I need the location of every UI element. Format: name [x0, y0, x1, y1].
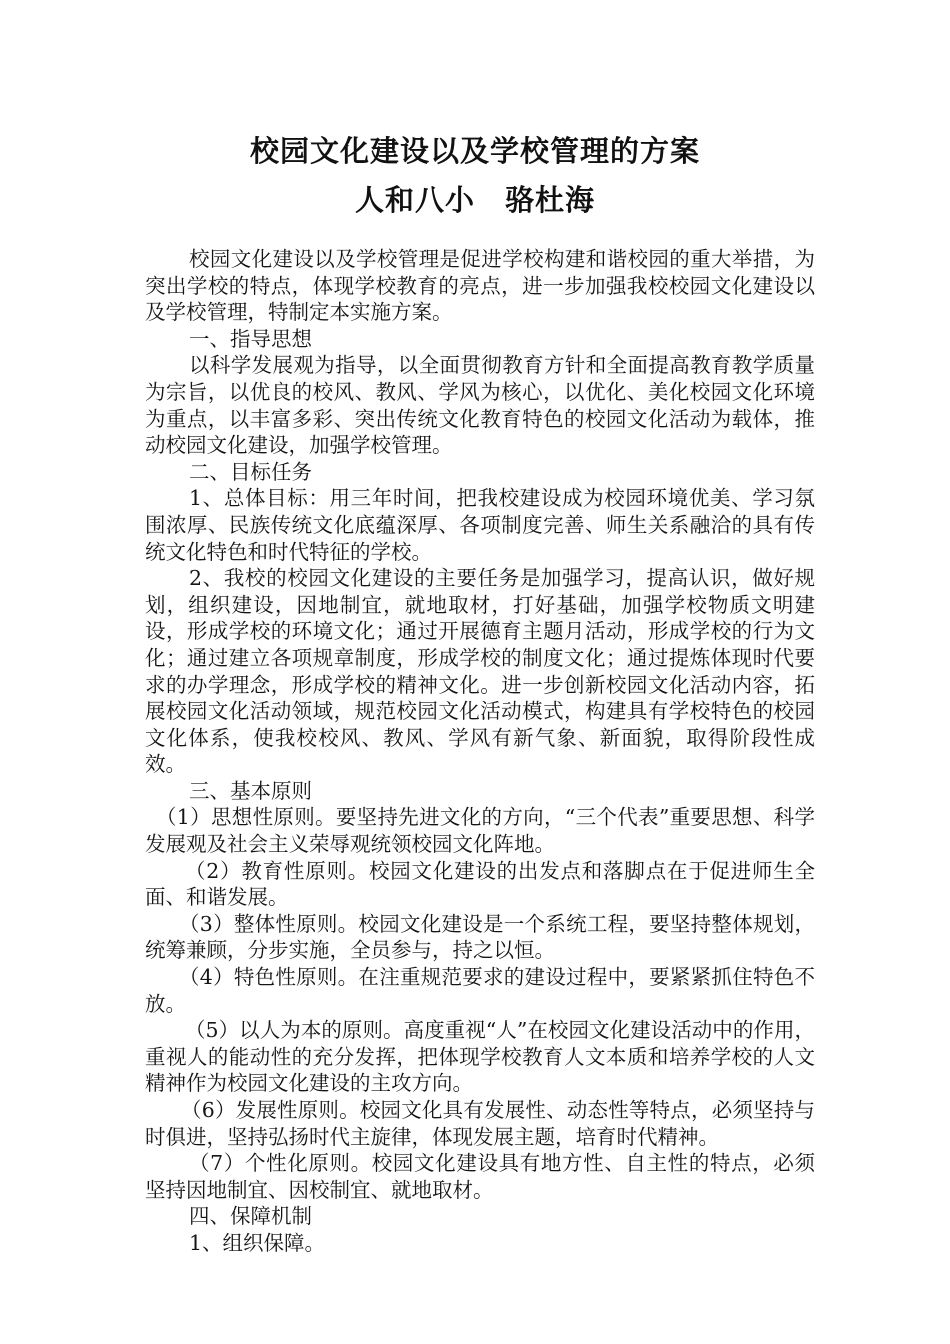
- principle-item: （1）思想性原则。要坚持先进文化的方向，“三个代表”重要思想、科学发展观及社会主义荣辱观统领校园文化阵地。: [145, 805, 815, 857]
- section-heading-safeguards: 四、保障机制: [189, 1204, 312, 1229]
- intro-paragraph: 校园文化建设以及学校管理是促进学校构建和谐校园的重大举措，为突出学校的特点，体现学校教育的亮点，进一步加强我校校园文化建设以及学校管理，特制定本实施方案。: [145, 247, 815, 325]
- goals-paragraph-1: 1、总体目标：用三年时间，把我校建设成为校园环境优美、学习氛围浓厚、民族传统文化底蕴深厚、各项制度完善、师生关系融洽的具有传统文化特色和时代特征的学校。: [145, 486, 815, 564]
- document-body: [145, 246, 815, 1257]
- principle-item: （6）发展性原则。校园文化具有发展性、动态性等特点，必须坚持与时俱进，坚持弘扬时代主旋律，体现发展主题，培育时代精神。: [145, 1098, 815, 1149]
- safeguard-item: 1、组织保障。: [189, 1230, 326, 1255]
- principle-item: （3）整体性原则。校园文化建设是一个系统工程，要坚持整体规划，统筹兼顾，分步实施，全员参与，持之以恒。: [145, 911, 815, 963]
- section-heading-goals: 二、目标任务: [189, 459, 312, 484]
- principle-item: （4）特色性原则。在注重规范要求的建设过程中，要紧紧抓住特色不放。: [145, 965, 815, 1016]
- principle-item: （5）以人为本的原则。高度重视“人”在校园文化建设活动中的作用，重视人的能动性的充分发挥，把体现学校教育人文本质和培养学校的人文精神作为校园文化建设的主攻方向。: [145, 1018, 815, 1096]
- author-line: 人和八小 骆杜海: [354, 183, 595, 217]
- section-heading-principles: 三、基本原则: [189, 778, 312, 803]
- principle-item: （7）个性化原则。校园文化建设具有地方性、自主性的特点，必须坚持因地制宜、因校制宜、就地取材。: [145, 1151, 815, 1202]
- principle-item: （2）教育性原则。校园文化建设的出发点和落脚点在于促进师生全面、和谐发展。: [145, 858, 815, 910]
- guiding-ideology-paragraph: 以科学发展观为指导，以全面贯彻教育方针和全面提高教育教学质量为宗旨，以优良的校风、教风、学风为核心，以优化、美化校园文化环境为重点，以丰富多彩、突出传统文化教育特色的校园文化活动为载体，推动校园文化建设，加强学校管理。: [145, 353, 815, 458]
- goals-paragraph-2: 2、我校的校园文化建设的主要任务是加强学习，提高认识，做好规划，组织建设，因地制宜，就地取材，打好基础，加强学校物质文明建设，形成学校的环境文化；通过开展德育主题月活动，形成学校的行为文化；通过建立各项规章制度，形成学校的制度文化；通过提炼体现时代要求的办学理念，形成学校的精神文化。进一步创新校园文化活动内容，拓展校园文化活动领域，规范校园文化活动模式，构建具有学校特色的校园文化体系，使我校校风、教风、学风有新气象、新面貌，取得阶段性成效。: [145, 566, 815, 777]
- section-heading-guiding-ideology: 一、指导思想: [189, 326, 312, 351]
- document-title: 校园文化建设以及学校管理的方案: [249, 134, 700, 168]
